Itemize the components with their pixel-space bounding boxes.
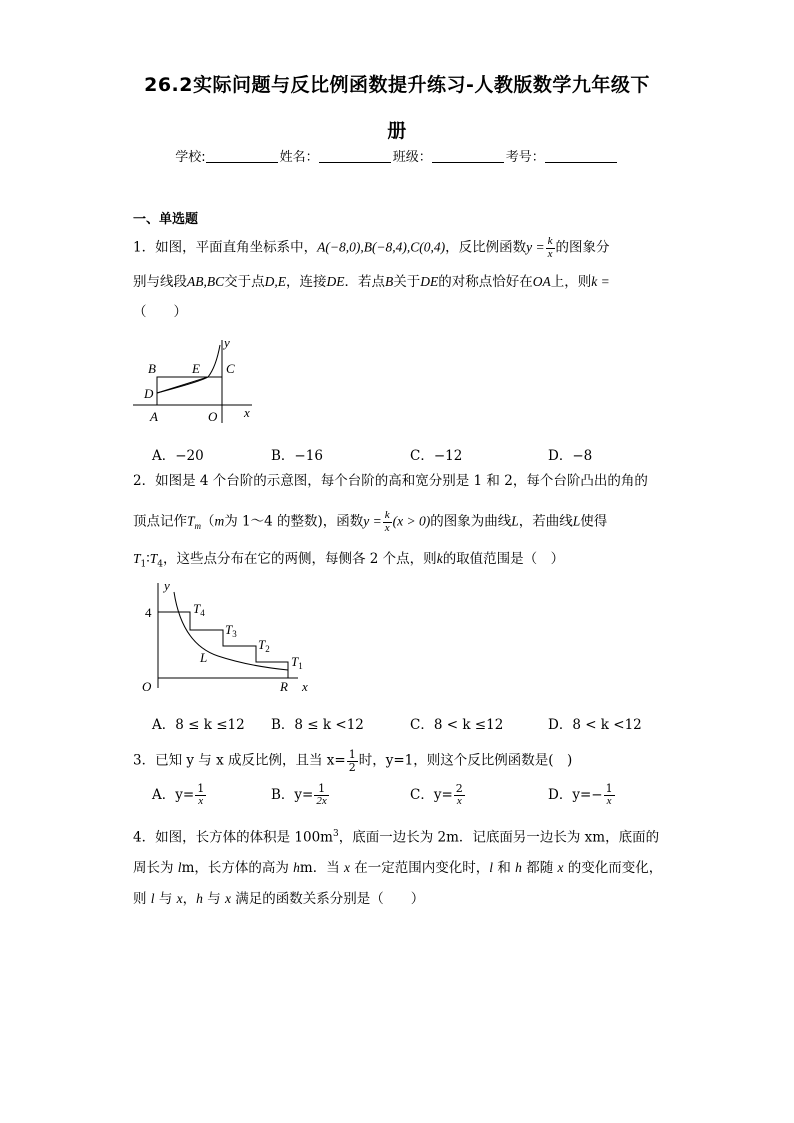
exam-number-label: 考号： bbox=[505, 150, 545, 165]
q2-label-y: y bbox=[164, 578, 170, 593]
q3-choice-a[interactable]: A．y= $\frac{1}{x}$ bbox=[152, 782, 205, 807]
exam-number-field[interactable] bbox=[545, 149, 617, 163]
q2-line3: $T_1∶T_4$，这些点分布在它的两侧，每侧各 2 个点，则k的取值范围是（ ） bbox=[133, 551, 565, 570]
q2-label-x: x bbox=[302, 679, 308, 694]
school-field[interactable] bbox=[206, 149, 278, 163]
q1-segment-de bbox=[157, 377, 208, 393]
q1-rectangle bbox=[157, 377, 222, 405]
q1-choice-a[interactable]: A．−20 bbox=[152, 448, 204, 464]
q2-choice-d[interactable]: D．8 < k <12 bbox=[548, 717, 642, 733]
q2-line1: 2．如图是 4 个台阶的示意图，每个台阶的高和宽分别是 1 和 2，每个台阶凸出的角的 bbox=[133, 473, 648, 489]
q1-coords: A(−8,0),B(−8,4),C(0,4) bbox=[317, 239, 446, 255]
q2-choice-a[interactable]: A．8 ≤ k ≤12 bbox=[152, 717, 245, 733]
q1-answer-paren: （ ） bbox=[133, 304, 187, 320]
q4-line1: 4．如图，长方体的体积是 $100m^3$，底面一边长为 2m．记底面另一边长为 xm，底面的 bbox=[133, 829, 660, 846]
q4-line3: 则 l 与 x，h 与 x 满足的函数关系分别是（ ） bbox=[133, 891, 425, 907]
q1-line1 bbox=[133, 236, 610, 260]
class-label: 班级： bbox=[392, 150, 432, 165]
q1-label-c: C bbox=[226, 361, 235, 376]
name-field[interactable] bbox=[319, 149, 391, 163]
q1-number: 1． bbox=[133, 239, 156, 256]
q2-label-l: L bbox=[200, 650, 208, 665]
q4-number: 4． bbox=[133, 829, 156, 846]
q1-label-e: E bbox=[192, 361, 200, 376]
q1-label-b: B bbox=[148, 361, 156, 376]
student-info-line bbox=[0, 146, 794, 165]
q1-text: 的图象分 bbox=[555, 239, 610, 256]
section-heading: 一、单选题 bbox=[133, 212, 199, 227]
q1-fraction: $\frac{k}{x}$ bbox=[547, 235, 553, 260]
q1-choice-c[interactable]: C．−12 bbox=[410, 448, 463, 464]
q1-func: y = bbox=[526, 239, 545, 255]
q2-line2: 顶点记作$T_m(m$为 1～4 的整数)，函数y = $\frac{k}{x}$ (x > 0)的图象为曲线L，若曲线L使得 bbox=[133, 509, 608, 534]
q2-label-t3: $T_3$ bbox=[225, 622, 237, 639]
q3-number: 3． bbox=[133, 752, 156, 769]
q1-label-a: A bbox=[150, 409, 158, 424]
q2-label-t4: $T_4$ bbox=[193, 601, 205, 618]
q2-choice-b[interactable]: B．8 ≤ k <12 bbox=[271, 717, 364, 733]
q4-line2: 周长为 lm，长方体的高为 hm．当 x 在一定范围内变化时，l 和 h 都随 x 的变化而变化， bbox=[133, 860, 663, 876]
q2-label-o: O bbox=[142, 679, 152, 694]
class-field[interactable] bbox=[432, 149, 504, 163]
page-title: 26.2实际问题与反比例函数提升练习-人教版数学九年级下 bbox=[144, 74, 650, 96]
q2-label-t2: $T_2$ bbox=[258, 637, 270, 654]
q1-text: 如图，平面直角坐标系中， bbox=[155, 239, 318, 256]
q1-label-o: O bbox=[208, 409, 218, 424]
name-label: 姓名： bbox=[279, 150, 319, 165]
q2-figure bbox=[138, 578, 318, 698]
q2-number: 2． bbox=[133, 473, 156, 489]
q1-label-x: x bbox=[244, 405, 250, 420]
q1-label-y: y bbox=[224, 335, 230, 350]
q1-text: ，反比例函数 bbox=[445, 239, 527, 256]
q2-fraction: $\frac{k}{x}$ bbox=[384, 509, 390, 534]
q3-fraction: $\frac{1}{2}$ bbox=[348, 748, 356, 774]
q2-label-t1: $T_1$ bbox=[291, 654, 303, 671]
q3-choice-d[interactable]: D．y=− $\frac{1}{x}$ bbox=[548, 782, 613, 807]
q2-label-r: R bbox=[280, 679, 288, 694]
q1-figure bbox=[128, 335, 263, 427]
q3-choice-b[interactable]: B．y= $\frac{1}{2x}$ bbox=[271, 782, 327, 807]
q1-line2: 别与线段AB,BC交于点D,E，连接DE．若点B关于DE的对称点恰好在OA上，则k = bbox=[133, 274, 610, 290]
q1-hyperbola bbox=[157, 345, 220, 393]
q1-label-d: D bbox=[144, 386, 154, 401]
q3-line1: 3．已知 y 与 x 成反比例，且当 x= $\frac{1}{2}$ 时，y=1，则这个反比例函数是( ) bbox=[133, 748, 573, 774]
q1-choice-b[interactable]: B．−16 bbox=[271, 448, 323, 464]
q2-choice-c[interactable]: C．8 < k ≤12 bbox=[410, 717, 504, 733]
q3-choice-c[interactable]: C．y= $\frac{2}{x}$ bbox=[410, 782, 463, 807]
q1-choice-d[interactable]: D．−8 bbox=[548, 448, 593, 464]
school-label: 学校: bbox=[175, 150, 206, 165]
page-title-continued: 册 bbox=[387, 120, 407, 142]
q2-label-four: 4 bbox=[145, 605, 152, 620]
